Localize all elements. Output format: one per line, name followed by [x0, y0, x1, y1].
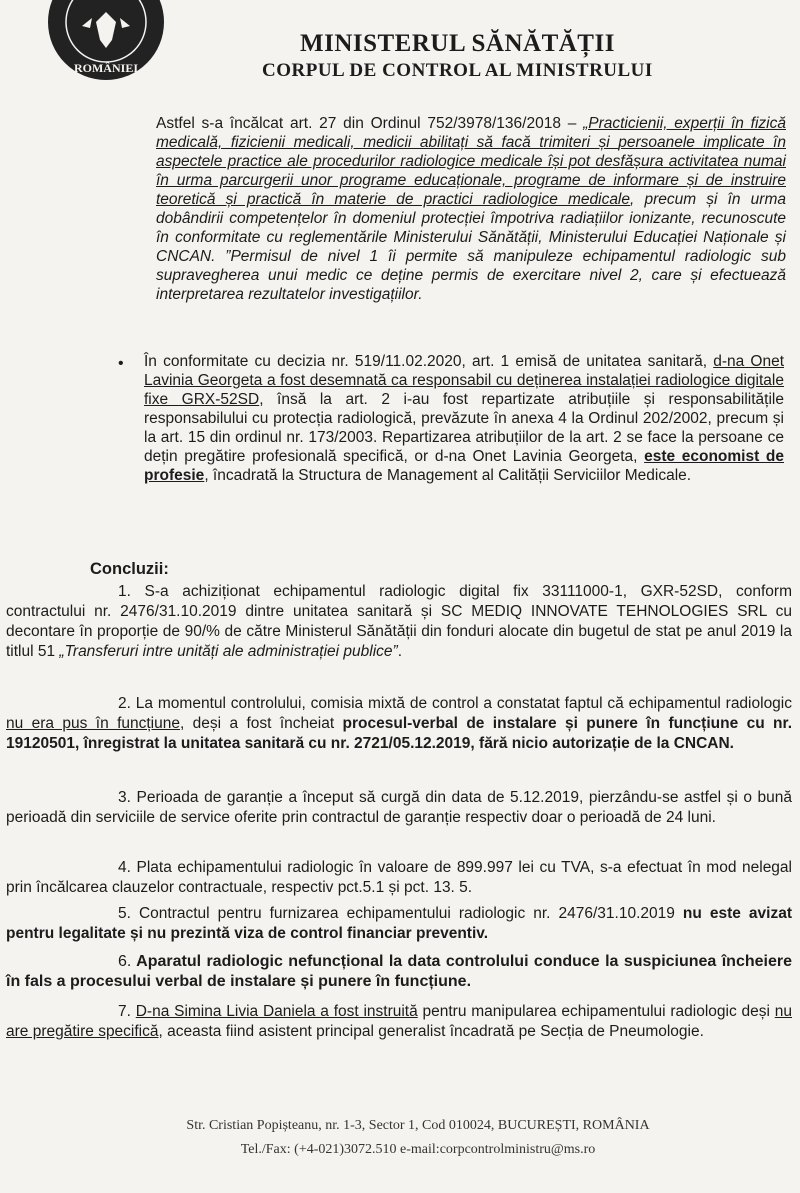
ministry-title: MINISTERUL SĂNĂTĂȚII	[300, 30, 615, 57]
text-bold: Aparatul radiologic nefuncțional la data controlului conduce la suspiciunea încheiere în fals a procesului verbal de instalare și punere în funcțiune.	[6, 953, 792, 990]
text-underlined: nu are pregătire specifică	[6, 1003, 792, 1040]
item-number: 6.	[118, 953, 132, 970]
quote-underlined-cont: persoanele implicate în aspectele practice ale procedurilor radiologice medicale își pot desfășura activitatea numai în urma parcurgerii unor programe educaționale, programe de informare și de instruire teoretică și practică în materie de practici radiologice medicale	[156, 134, 786, 208]
government-seal	[44, 0, 168, 82]
text-underlined: nu era pus în funcțiune	[6, 715, 180, 732]
text-segment: Contractul pentru furnizarea echipamentului radiologic nr. 2476/31.10.2019	[130, 905, 683, 922]
text-segment: S-a achiziționat echipamentul radiologic digital fix 33111000-1, GXR-52SD, conform contractului nr. 2476/31.10.2019 dintre unitatea sanitară și SC MEDIQ INNOVATE TEHNOLOGIES SRL cu decontare în proporție de 90/% de către Ministerul Sănătății din fonduri alocate din bugetul de stat pe anul 2019 la titlul 51	[6, 583, 792, 660]
paragraph-decision	[144, 352, 784, 485]
text-segment: În conformitate cu decizia nr. 519/11.02.2020, art. 1 emisă de unitatea sanitară,	[144, 353, 714, 370]
text-segment: Astfel s-a încălcat art. 27 din Ordinul 752/3978/136/2018 –	[156, 115, 584, 132]
text-underlined: D-na Simina Livia Daniela a fost instruită	[135, 1003, 418, 1020]
text-italic: „Transferuri intre unități ale administrației publice”	[59, 643, 398, 660]
conclusion-item-7	[6, 1002, 792, 1042]
text-bold: nu este avizat pentru legalitate și nu prezintă viza de control financiar preventiv.	[6, 905, 793, 942]
conclusion-item-2	[6, 694, 792, 754]
footer-contact: Tel./Fax: (+4-021)3072.510 e-mail:corpcontrolministru@ms.ro	[240, 1142, 596, 1157]
ministry-subtitle: CORPUL DE CONTROL AL MINISTRULUI	[262, 60, 653, 81]
conclusion-item-1	[6, 582, 792, 662]
conclusion-item-4	[6, 858, 792, 898]
text-segment: .	[397, 643, 403, 660]
paragraph-art27	[156, 114, 786, 304]
conclusions-heading: Concluzii:	[90, 560, 169, 578]
quote-underlined: „Practicienii, experții în fizică medicală, fizicienii medicali, medicii abilitați să facă trimiteri și	[156, 115, 786, 151]
quote-rest: , precum și în urma dobândirii competențelor în domeniul protecției împotriva radiațiilor ionizante, recunoscute în conformitate cu reglementările Ministerului Sănătății, Ministerului Educației Naționale și CNCAN. ”Permisul de nivel 1 îi permite să manipuleze echipamentul radiologic sub supravegherea unui medic ce deține permis de exercitare nivel 2, care și efectuează interpretarea rezultatelor investigațiilor.	[156, 191, 786, 303]
text-bold: procesul-verbal de instalare și punere în funcțiune cu nr. 19120501, înregistrat la unitatea sanitară cu nr. 2721/05.12.2019, fără nicio autorizație de la CNCAN.	[6, 715, 793, 752]
item-number: 4.	[118, 859, 131, 876]
text-segment: pentru manipularea echipamentului radiologic deși	[417, 1003, 775, 1020]
bullet-marker: •	[118, 355, 124, 372]
item-number: 5.	[118, 905, 131, 922]
item-number: 7.	[118, 1003, 131, 1020]
conclusion-item-3	[6, 788, 792, 828]
item-number: 3.	[118, 789, 131, 806]
svg-text:ROMÂNIEI: ROMÂNIEI	[73, 61, 139, 75]
text-bold-underlined: este economist de profesie	[144, 448, 785, 484]
item-number: 2.	[118, 695, 131, 712]
conclusion-item-6	[6, 952, 792, 992]
text-segment: , însă la art. 2 i-au fost repartizate atribuțiile și responsabilitățile responsabilului cu protecția radiologică, prevăzute în anexa 4 la Ordinul 202/2002, precum și la art. 15 din ordinul nr. 173/2003. Repartizarea atribuțiilor de la art. 2 se face la persoane ce dețin pregătire profesională specifică, or d-na Onet Lavinia Georgeta,	[144, 391, 784, 465]
text-segment: Perioada de garanție a început să curgă din data de 5.12.2019, pierzându-se astfel și o bună perioadă din serviciile de service oferite prin contractul de garanție respectiv doar o perioadă de 24 luni.	[6, 789, 792, 826]
footer-address: Str. Cristian Popișteanu, nr. 1-3, Sector 1, Cod 010024, BUCUREȘTI, ROMÂNIA	[186, 1118, 650, 1133]
conclusion-item-5	[6, 904, 792, 944]
text-segment: La momentul controlului, comisia mixtă de control a constatat faptul că echipamentul radiologic	[130, 695, 792, 712]
text-segment: Plata echipamentului radiologic în valoare de 899.997 lei cu TVA, s-a efectuat în mod nelegal prin încălcarea clauzelor contractuale, respectiv pct.5.1 și pct. 13. 5.	[6, 859, 792, 896]
text-segment: , aceasta fiind asistent principal generalist încadrată pe Secția de Pneumologie.	[158, 1023, 704, 1040]
seal-emblem-icon	[44, 0, 168, 82]
text-segment: , încadrată la Structura de Management al Calității Serviciilor Medicale.	[204, 467, 692, 484]
text-segment: , deși a fost încheiat	[180, 715, 343, 732]
item-number: 1.	[118, 583, 131, 600]
text-underlined: d-na Onet Lavinia Georgeta a fost desemnată ca responsabil cu deținerea instalației radiologice digitale fixe GRX-52SD	[144, 353, 784, 408]
